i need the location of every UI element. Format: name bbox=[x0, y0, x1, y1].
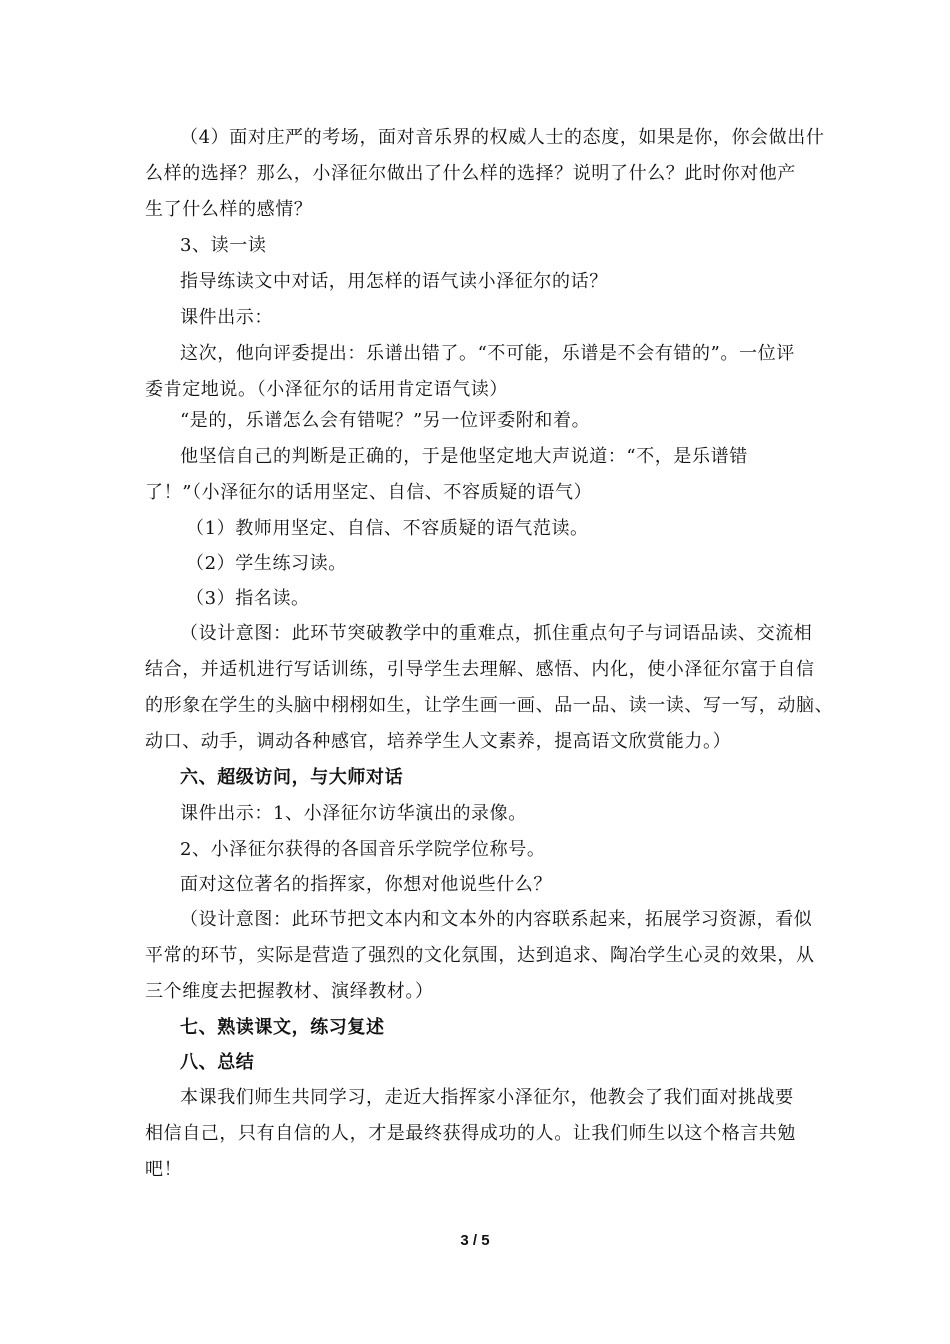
section-heading: 八、总结 bbox=[180, 1052, 255, 1073]
text-line: （3）指名读。 bbox=[186, 588, 310, 609]
text-line: 么样的选择？那么，小泽征尔做出了什么样的选择？说明了什么？此时你对他产 bbox=[145, 163, 796, 184]
text-line: （1）教师用坚定、自信、不容质疑的语气范读。 bbox=[186, 518, 589, 539]
text-line: 相信自己，只有自信的人，才是最终获得成功的人。让我们师生以这个格言共勉 bbox=[145, 1123, 796, 1144]
text-line: 3、读一读 bbox=[180, 235, 267, 256]
text-line: 面对这位著名的指挥家，你想对他说些什么？ bbox=[180, 874, 552, 895]
text-line: 2、小泽征尔获得的各国音乐学院学位称号。 bbox=[180, 839, 546, 860]
text-line: 课件出示：1、小泽征尔访华演出的录像。 bbox=[180, 803, 527, 824]
text-line: 指导练读文中对话，用怎样的语气读小泽征尔的话？ bbox=[180, 271, 608, 292]
text-line: 本课我们师生共同学习，走近大指挥家小泽征尔，他教会了我们面对挑战要 bbox=[180, 1087, 794, 1108]
page-number: 3 / 5 bbox=[460, 1232, 490, 1249]
text-line: 这次，他向评委提出：乐谱出错了。“不可能，乐谱是不会有错的”。一位评 bbox=[180, 343, 795, 364]
text-line: 结合，并适机进行写话训练，引导学生去理解、感悟、内化，使小泽征尔富于自信 bbox=[145, 659, 815, 680]
text-line: 的形象在学生的头脑中栩栩如生，让学生画一画、品一品、读一读、写一写，动脑、 bbox=[145, 695, 834, 716]
text-line: （设计意图：此环节突破教学中的重难点，抓住重点句子与词语品读、交流相 bbox=[180, 623, 813, 644]
text-line: 了！”（小泽征尔的话用坚定、自信、不容质疑的语气） bbox=[145, 482, 593, 503]
text-line: 生了什么样的感情？ bbox=[145, 199, 313, 220]
text-line: （4）面对庄严的考场，面对音乐界的权威人士的态度，如果是你，你会做出什 bbox=[180, 127, 825, 148]
text-line: （2）学生练习读。 bbox=[186, 553, 347, 574]
text-line: “是的，乐谱怎么会有错呢？”另一位评委附和着。 bbox=[180, 410, 591, 431]
text-line: 平常的环节，实际是营造了强烈的文化氛围，达到追求、陶冶学生心灵的效果，从 bbox=[145, 945, 815, 966]
text-line: 委肯定地说。（小泽征尔的话用肯定语气读） bbox=[145, 379, 508, 400]
text-line: 三个维度去把握教材、演绎教材。） bbox=[145, 981, 434, 1002]
text-line: 吧！ bbox=[145, 1159, 183, 1180]
text-line: （设计意图：此环节把文本内和文本外的内容联系起来，拓展学习资源，看似 bbox=[180, 909, 813, 930]
text-line: 课件出示： bbox=[180, 307, 273, 328]
text-line: 动口、动手，调动各种感官，培养学生人文素养，提高语文欣赏能力。） bbox=[145, 731, 732, 752]
section-heading: 六、超级访问，与大师对话 bbox=[180, 767, 404, 788]
section-heading: 七、熟读课文，练习复述 bbox=[180, 1017, 385, 1038]
text-line: 他坚信自己的判断是正确的，于是他坚定地大声说道：“不，是乐谱错 bbox=[180, 446, 748, 467]
